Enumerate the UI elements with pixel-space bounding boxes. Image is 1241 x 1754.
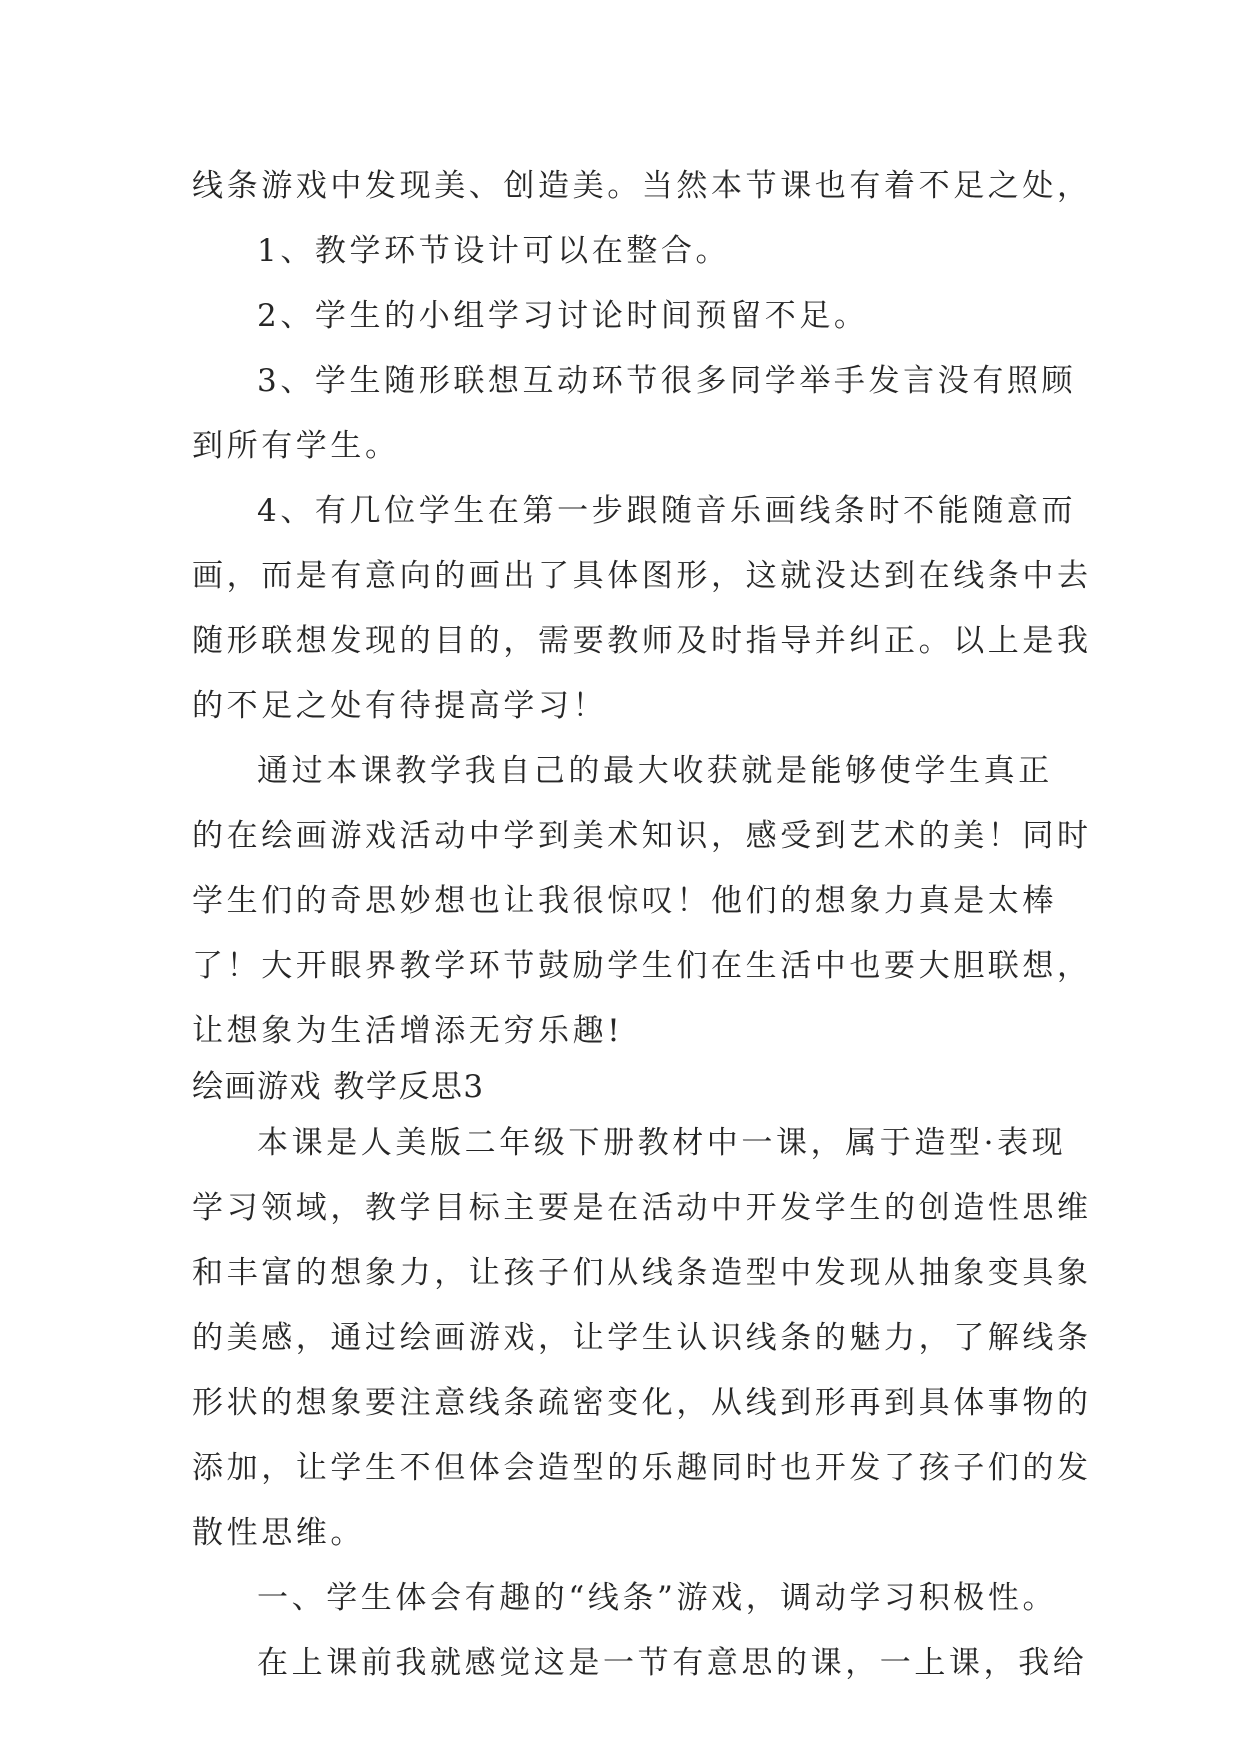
- paragraph-start: 本课是人美版二年级下册教材中一课，属于造型·表现: [257, 1125, 1067, 1161]
- text-line: 了！大开眼界教学环节鼓励学生们在生活中也要大胆联想，: [192, 948, 1092, 984]
- list-item: 2、学生的小组学习讨论时间预留不足。: [257, 298, 869, 334]
- text-line: 画，而是有意向的画出了具体图形，这就没达到在线条中去: [192, 558, 1092, 594]
- list-item: 1、教学环节设计可以在整合。: [257, 233, 731, 269]
- paragraph-start: 在上课前我就感觉这是一节有意思的课，一上课，我给: [257, 1645, 1088, 1681]
- text-line: 到所有学生。: [192, 428, 400, 464]
- text-line: 添加，让学生不但体会造型的乐趣同时也开发了孩子们的发: [192, 1450, 1092, 1486]
- text-line: 的美感，通过绘画游戏，让学生认识线条的魅力，了解线条: [192, 1320, 1092, 1356]
- text-line: 线条游戏中发现美、创造美。当然本节课也有着不足之处，: [192, 168, 1092, 204]
- text-line: 和丰富的想象力，让孩子们从线条造型中发现从抽象变具象: [192, 1255, 1092, 1291]
- text-line: 让想象为生活增添无穷乐趣!: [192, 1013, 624, 1049]
- paragraph-start: 一、学生体会有趣的“线条”游戏，调动学习积极性。: [257, 1580, 1058, 1616]
- text-line: 形状的想象要注意线条疏密变化，从线到形再到具体事物的: [192, 1385, 1092, 1421]
- text-line: 学习领域，教学目标主要是在活动中开发学生的创造性思维: [192, 1190, 1092, 1226]
- paragraph-start: 通过本课教学我自己的最大收获就是能够使学生真正: [257, 753, 1053, 789]
- section-heading: 绘画游戏 教学反思3: [192, 1069, 485, 1105]
- text-line: 随形联想发现的目的，需要教师及时指导并纠正。以上是我: [192, 623, 1092, 659]
- list-item: 3、学生随形联想互动环节很多同学举手发言没有照顾: [257, 363, 1077, 399]
- text-line: 散性思维。: [192, 1515, 365, 1551]
- text-line: 的不足之处有待提高学习！: [192, 688, 608, 724]
- text-line: 的在绘画游戏活动中学到美术知识，感受到艺术的美！同时: [192, 818, 1092, 854]
- list-item: 4、有几位学生在第一步跟随音乐画线条时不能随意而: [257, 493, 1077, 529]
- text-line: 学生们的奇思妙想也让我很惊叹！他们的想象力真是太棒: [192, 883, 1057, 919]
